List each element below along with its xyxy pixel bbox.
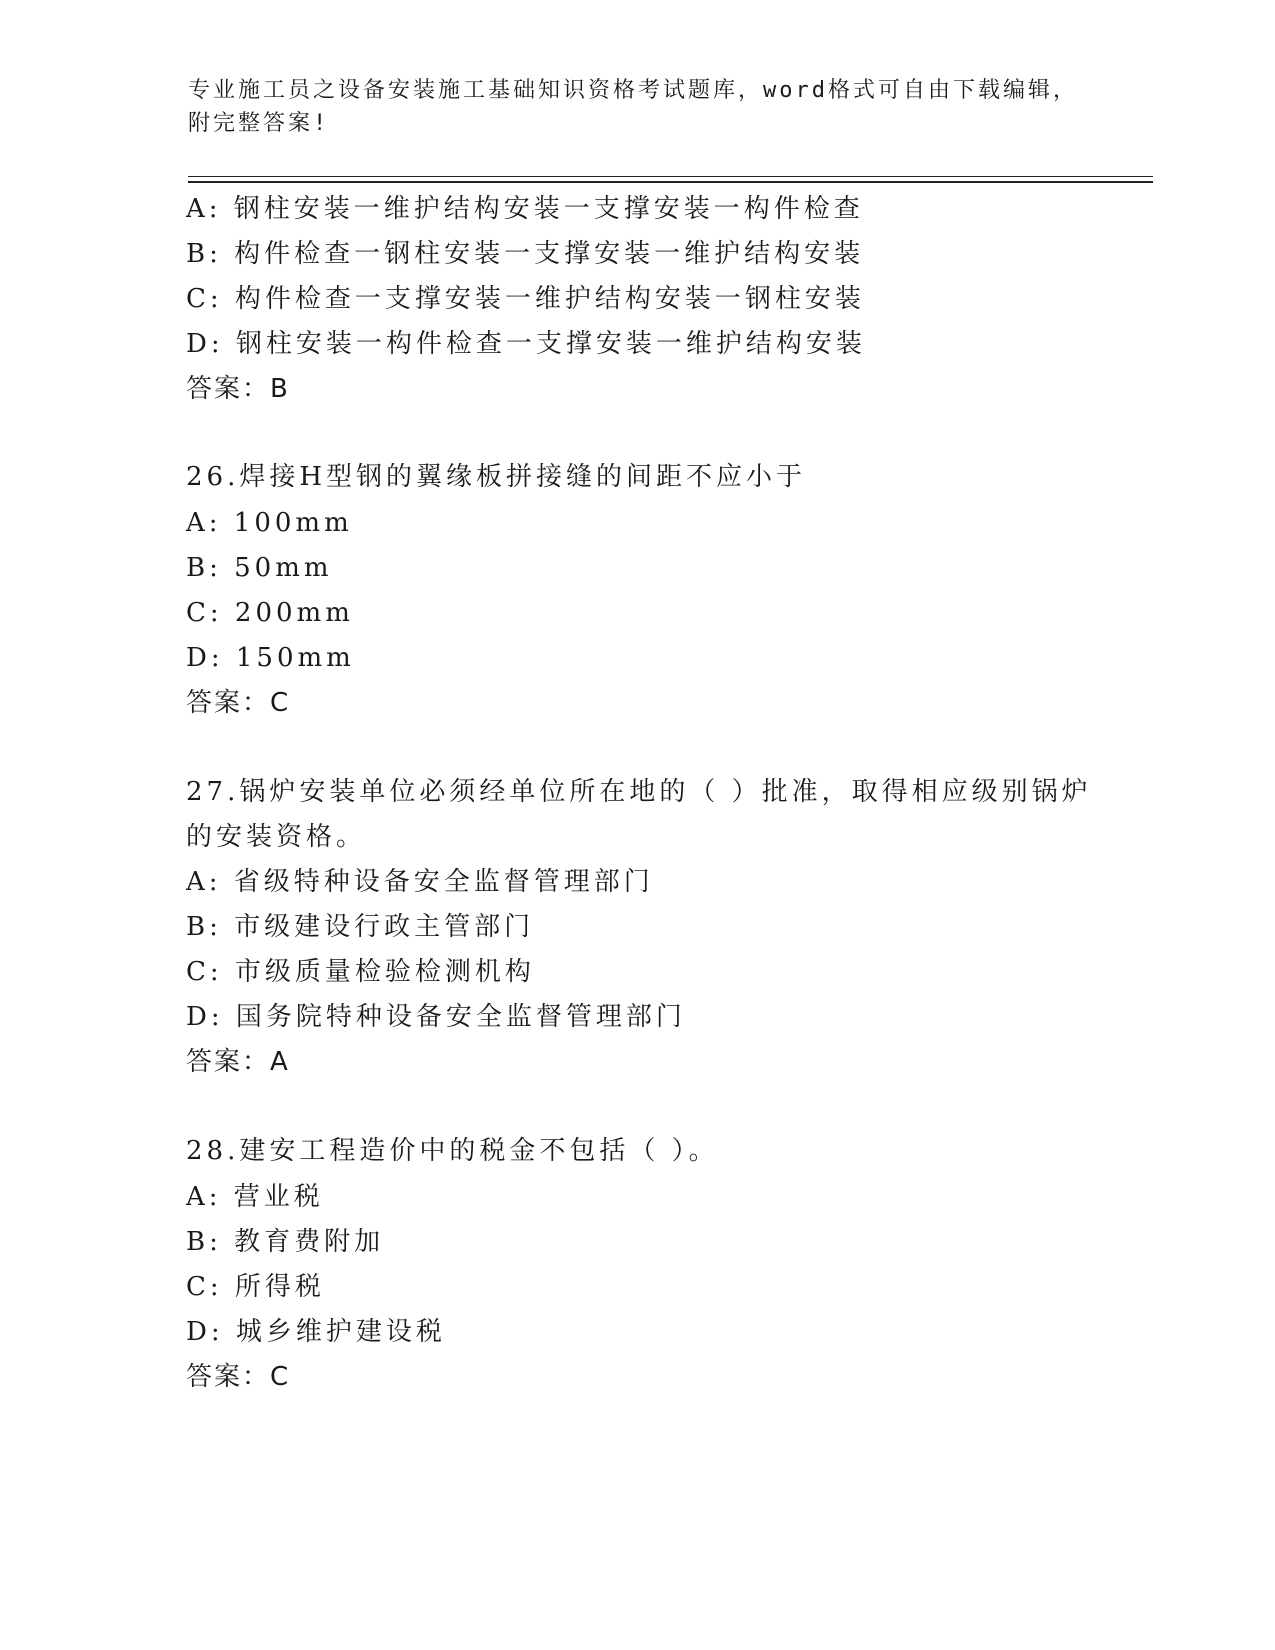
option-d: D: 150mm [186, 643, 355, 673]
option-c: C: 200mm [186, 598, 354, 628]
option-a: A: 省级特种设备安全监督管理部门 [186, 867, 654, 897]
answer: 答案：C [186, 688, 291, 718]
option-b: B: 市级建设行政主管部门 [186, 912, 535, 942]
option-a: A: 100mm [186, 508, 353, 538]
question-text: 28.建安工程造价中的税金不包括（ ）。 [186, 1136, 719, 1166]
question-text: 26.焊接H型钢的翼缘板拼接缝的间距不应小于 [186, 462, 807, 492]
option-b: B: 50mm [186, 553, 333, 583]
header-line-1: 专业施工员之设备安装施工基础知识资格考试题库，word格式可自由下载编辑， [188, 78, 1078, 103]
option-b: B: 教育费附加 [186, 1227, 385, 1257]
question-text-line-2: 的安装资格。 [186, 822, 367, 852]
answer: 答案：C [186, 1362, 291, 1392]
option-b: B: 构件检查一钢柱安装一支撑安装一维护结构安装 [186, 239, 865, 269]
answer: 答案：B [186, 374, 290, 404]
header-rule-bottom [188, 181, 1153, 183]
answer: 答案：A [186, 1047, 290, 1077]
option-d: D: 国务院特种设备安全监督管理部门 [186, 1002, 686, 1032]
header-line-2: 附完整答案! [188, 111, 330, 136]
option-c: C: 市级质量检验检测机构 [186, 957, 535, 987]
option-a: A: 营业税 [186, 1182, 324, 1212]
option-a: A: 钢柱安装一维护结构安装一支撑安装一构件检查 [186, 194, 864, 224]
header-rule-top [188, 176, 1153, 177]
option-d: D: 钢柱安装一构件检查一支撑安装一维护结构安装 [186, 329, 866, 359]
question-text-line-1: 27.锅炉安装单位必须经单位所在地的（ ）批准，取得相应级别锅炉 [186, 777, 1092, 807]
option-d: D: 城乡维护建设税 [186, 1317, 446, 1347]
option-c: C: 构件检查一支撑安装一维护结构安装一钢柱安装 [186, 284, 865, 314]
document-header [188, 74, 1088, 140]
option-c: C: 所得税 [186, 1272, 325, 1302]
